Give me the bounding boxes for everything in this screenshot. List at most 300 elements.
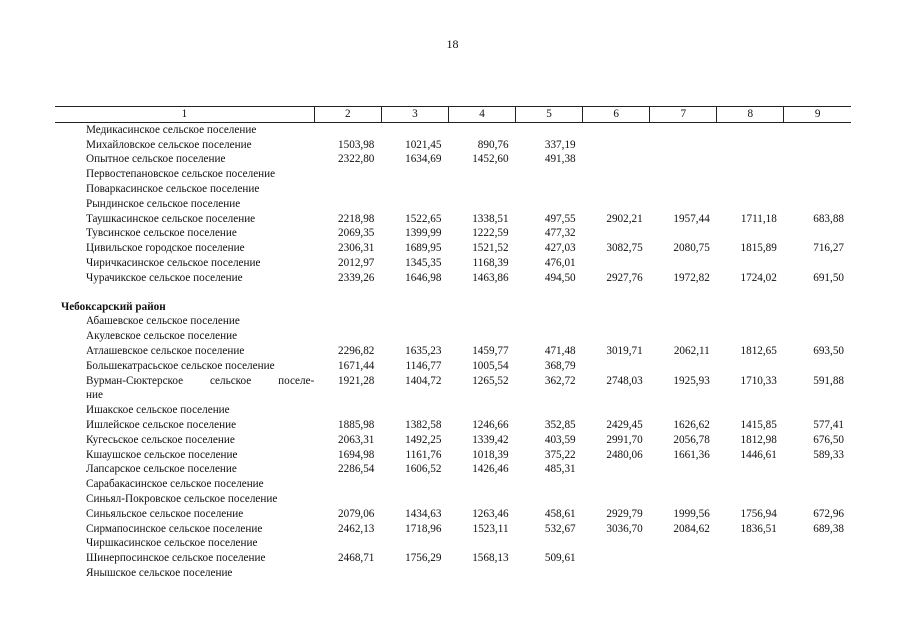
value-cell [516, 566, 583, 581]
header-cell: 6 [583, 107, 650, 123]
value-cell: 683,88 [813, 212, 844, 225]
settlement-name: Рындинское сельское поселение [86, 197, 241, 210]
value-cell: 476,01 [544, 256, 576, 269]
value-cell [717, 329, 784, 344]
value-cell [717, 138, 784, 153]
value-cell [650, 477, 717, 492]
settlement-name: Синьял-Покровское сельское поселение [86, 492, 278, 505]
value-cell [448, 122, 515, 137]
table-row [55, 344, 851, 359]
value-cell [583, 197, 650, 212]
value-cell: 1523,11 [472, 522, 509, 535]
value-cell [314, 329, 381, 344]
value-cell: 2080,75 [673, 242, 710, 255]
table-row [55, 462, 851, 477]
value-cell: 497,55 [544, 212, 576, 225]
value-cell [381, 492, 448, 507]
value-cell: 2306,31 [338, 242, 375, 255]
value-cell: 1925,93 [673, 374, 710, 387]
header-cell: 7 [650, 107, 717, 123]
value-cell: 2056,78 [673, 433, 710, 446]
settlement-name: Атлашевское сельское поселение [86, 344, 245, 357]
value-cell: 2322,80 [338, 153, 375, 166]
value-cell: 1463,86 [472, 271, 509, 284]
value-cell: 3019,71 [606, 344, 643, 357]
value-cell: 1671,44 [338, 359, 375, 372]
value-cell [650, 182, 717, 197]
page-number: 18 [446, 37, 459, 51]
value-cell [650, 138, 717, 153]
header-cell: 9 [784, 107, 851, 123]
table-row [55, 566, 851, 581]
value-cell [516, 403, 583, 418]
value-cell [583, 256, 650, 271]
settlement-name: Цивильское городское поселение [86, 242, 245, 255]
value-cell [583, 462, 650, 477]
value-cell: 1265,52 [472, 374, 509, 387]
header-row [55, 107, 851, 123]
table-row [55, 418, 851, 433]
value-cell [650, 462, 717, 477]
value-cell [650, 226, 717, 241]
table-row [55, 507, 851, 522]
value-cell [448, 536, 515, 551]
value-cell [784, 122, 851, 137]
value-cell [650, 536, 717, 551]
settlement-name: Ишакское сельское поселение [86, 404, 230, 417]
settlement-name: Первостепановское сельское поселение [86, 168, 276, 181]
settlements-group-2b [55, 403, 851, 581]
value-cell [784, 551, 851, 566]
value-cell [784, 329, 851, 344]
value-cell: 1161,76 [405, 448, 442, 461]
value-cell [516, 536, 583, 551]
table-row [55, 122, 851, 137]
value-cell [717, 536, 784, 551]
table-row [55, 329, 851, 344]
table-row [55, 477, 851, 492]
table-row [55, 536, 851, 551]
value-cell [314, 314, 381, 329]
value-cell: 1146,77 [405, 359, 442, 372]
value-cell [583, 314, 650, 329]
value-cell: 532,67 [544, 522, 576, 535]
value-cell: 1756,29 [405, 552, 442, 565]
value-cell [717, 122, 784, 137]
value-cell [381, 329, 448, 344]
value-cell: 2012,97 [338, 256, 375, 269]
header-cell: 3 [381, 107, 448, 123]
value-cell [381, 314, 448, 329]
value-cell: 2339,26 [338, 271, 375, 284]
settlement-name: Янышское сельское поселение [86, 566, 233, 579]
value-cell: 1661,36 [673, 448, 710, 461]
table-row [55, 359, 851, 374]
value-cell: 1718,96 [405, 522, 442, 535]
table-row [55, 403, 851, 418]
value-cell [784, 536, 851, 551]
settlement-name: Медикасинское сельское поселение [86, 123, 257, 136]
settlement-name: Абашевское сельское поселение [86, 315, 240, 328]
value-cell: 1426,46 [472, 463, 509, 476]
value-cell [784, 314, 851, 329]
value-cell: 1446,61 [740, 448, 777, 461]
value-cell [784, 462, 851, 477]
value-cell: 1263,46 [472, 507, 509, 520]
value-cell: 1634,69 [405, 153, 442, 166]
value-cell [717, 551, 784, 566]
value-cell [516, 492, 583, 507]
value-cell: 477,32 [544, 227, 576, 240]
value-cell [650, 167, 717, 182]
value-cell [650, 314, 717, 329]
table-row [55, 551, 851, 566]
value-cell: 1382,58 [405, 418, 442, 431]
value-cell [583, 536, 650, 551]
value-cell: 716,27 [813, 242, 844, 255]
value-cell [516, 122, 583, 137]
value-cell [784, 226, 851, 241]
settlements-group-1 [55, 122, 851, 285]
settlement-name: Ишлейское сельское поселение [86, 418, 237, 431]
value-cell: 337,19 [544, 138, 576, 151]
district-section [55, 286, 851, 315]
value-cell: 1999,56 [673, 507, 710, 520]
value-cell: 2084,62 [673, 522, 710, 535]
value-cell: 890,76 [477, 138, 509, 151]
table-row [55, 241, 851, 256]
settlement-name: Кшаушское сельское поселение [86, 448, 238, 461]
value-cell [784, 477, 851, 492]
header-cell: 4 [448, 107, 515, 123]
value-cell [381, 122, 448, 137]
header-cell: 8 [717, 107, 784, 123]
value-cell [717, 477, 784, 492]
wrapped-row-section [55, 374, 851, 404]
value-cell [381, 536, 448, 551]
value-cell: 689,38 [813, 522, 844, 535]
value-cell: 1246,66 [472, 418, 509, 431]
value-cell [784, 138, 851, 153]
settlement-name: Таушкасинское сельское поселение [86, 212, 256, 225]
value-cell [516, 182, 583, 197]
value-cell [717, 167, 784, 182]
value-cell: 1415,85 [740, 418, 777, 431]
value-cell [717, 197, 784, 212]
value-cell: 1338,51 [472, 212, 509, 225]
value-cell [583, 152, 650, 167]
value-cell [448, 403, 515, 418]
value-cell [583, 359, 650, 374]
value-cell [448, 197, 515, 212]
value-cell: 509,61 [544, 552, 576, 565]
value-cell: 2069,35 [338, 227, 375, 240]
value-cell [583, 566, 650, 581]
value-cell [650, 551, 717, 566]
value-cell [583, 226, 650, 241]
value-cell [650, 122, 717, 137]
value-cell: 672,96 [813, 507, 844, 520]
value-cell: 2991,70 [606, 433, 643, 446]
value-cell [717, 314, 784, 329]
settlement-name: Вурман-Сюктерское сельское поселе- [86, 374, 315, 387]
value-cell: 2429,45 [606, 418, 643, 431]
value-cell [583, 477, 650, 492]
value-cell [650, 152, 717, 167]
value-cell [650, 329, 717, 344]
value-cell: 494,50 [544, 271, 576, 284]
value-cell [784, 566, 851, 581]
value-cell: 1222,59 [472, 227, 509, 240]
value-cell: 2468,71 [338, 552, 375, 565]
value-cell: 1635,23 [405, 344, 442, 357]
value-cell: 458,61 [544, 507, 576, 520]
value-cell: 471,48 [544, 344, 576, 357]
value-cell [381, 403, 448, 418]
table-row [55, 522, 851, 537]
value-cell: 1522,65 [405, 212, 442, 225]
value-cell: 1689,95 [405, 242, 442, 255]
value-cell [381, 477, 448, 492]
value-cell: 1724,02 [740, 271, 777, 284]
table-row [55, 433, 851, 448]
settlement-name: Акулевское сельское поселение [86, 330, 238, 343]
table-row [55, 138, 851, 153]
value-cell: 1568,13 [472, 552, 509, 565]
table-row [55, 182, 851, 197]
value-cell: 2480,06 [606, 448, 643, 461]
settlement-name: Чурачикское сельское поселение [86, 271, 243, 284]
value-cell: 2929,79 [606, 507, 643, 520]
value-cell: 1756,94 [740, 507, 777, 520]
value-cell: 691,50 [813, 271, 844, 284]
table-row [55, 492, 851, 507]
value-cell [784, 197, 851, 212]
value-cell [784, 359, 851, 374]
value-cell: 1957,44 [673, 212, 710, 225]
value-cell: 1399,99 [405, 227, 442, 240]
value-cell [314, 477, 381, 492]
table-row-continuation [55, 388, 851, 403]
table-row [55, 167, 851, 182]
value-cell: 1812,65 [740, 344, 777, 357]
value-cell [448, 314, 515, 329]
value-cell: 1694,98 [338, 448, 375, 461]
value-cell [650, 256, 717, 271]
value-cell [717, 462, 784, 477]
value-cell: 485,31 [544, 463, 576, 476]
value-cell [717, 182, 784, 197]
value-cell [784, 167, 851, 182]
value-cell [381, 566, 448, 581]
value-cell: 2286,54 [338, 463, 375, 476]
value-cell: 2062,11 [673, 344, 710, 357]
value-cell: 2748,03 [606, 374, 643, 387]
settlement-name: Чиршкасинское сельское поселение [86, 537, 258, 550]
value-cell: 1345,35 [405, 256, 442, 269]
value-cell: 352,85 [544, 418, 576, 431]
value-cell [784, 256, 851, 271]
value-cell: 1711,18 [740, 212, 777, 225]
table-row [55, 212, 851, 227]
settlement-name: Чиричкасинское сельское поселение [86, 256, 261, 269]
value-cell: 1812,98 [740, 433, 777, 446]
value-cell [516, 167, 583, 182]
spacer-row [55, 286, 851, 300]
value-cell: 1492,25 [405, 433, 442, 446]
settlement-name: Поваркасинское сельское поселение [86, 182, 260, 195]
value-cell: 1646,98 [405, 271, 442, 284]
value-cell: 2462,13 [338, 522, 375, 535]
table-row [55, 226, 851, 241]
value-cell [448, 566, 515, 581]
value-cell: 3036,70 [606, 522, 643, 535]
value-cell [314, 492, 381, 507]
district-row [55, 300, 851, 315]
value-cell: 1452,60 [472, 153, 509, 166]
value-cell [784, 403, 851, 418]
value-cell [381, 197, 448, 212]
district-name: Чебоксарский район [61, 300, 166, 313]
value-cell [717, 256, 784, 271]
value-cell [516, 329, 583, 344]
value-cell [314, 167, 381, 182]
header-cell: 5 [516, 107, 583, 123]
settlement-name-continuation: ние [86, 389, 103, 402]
value-cell [784, 182, 851, 197]
table-row [55, 256, 851, 271]
value-cell: 589,33 [813, 448, 844, 461]
value-cell [583, 551, 650, 566]
header-cell: 2 [314, 107, 381, 123]
value-cell: 1404,72 [405, 374, 442, 387]
value-cell: 1885,98 [338, 418, 375, 431]
value-cell [583, 167, 650, 182]
value-cell: 1710,33 [740, 374, 777, 387]
value-cell [381, 167, 448, 182]
value-cell [717, 359, 784, 374]
value-cell [583, 182, 650, 197]
value-cell: 2927,76 [606, 271, 643, 284]
value-cell: 1005,54 [472, 359, 509, 372]
value-cell [448, 182, 515, 197]
value-cell: 2063,31 [338, 433, 375, 446]
settlement-name: Лапсарское сельское поселение [86, 463, 237, 476]
value-cell [650, 403, 717, 418]
value-cell: 1626,62 [673, 418, 710, 431]
value-cell [381, 182, 448, 197]
value-cell [314, 566, 381, 581]
value-cell: 1459,77 [472, 344, 509, 357]
value-cell: 1972,82 [673, 271, 710, 284]
value-cell [717, 403, 784, 418]
settlement-name: Тувсинское сельское поселение [86, 227, 237, 240]
value-cell: 1021,45 [405, 138, 442, 151]
value-cell: 1168,39 [472, 256, 509, 269]
settlement-name: Большекатрасьское сельское поселение [86, 359, 275, 372]
table-row [55, 314, 851, 329]
value-cell [448, 167, 515, 182]
value-cell: 1836,51 [740, 522, 777, 535]
settlement-name: Сирмапосинское сельское поселение [86, 522, 263, 535]
value-cell: 2296,82 [338, 344, 375, 357]
settlement-name: Синьяльское сельское поселение [86, 507, 244, 520]
header-cell: 1 [55, 107, 314, 123]
value-cell: 1339,42 [472, 433, 509, 446]
value-cell: 368,79 [544, 359, 576, 372]
value-cell: 591,88 [813, 374, 844, 387]
value-cell [650, 566, 717, 581]
value-cell: 427,03 [544, 242, 576, 255]
value-cell [314, 536, 381, 551]
table-row [55, 448, 851, 463]
value-cell: 693,50 [813, 344, 844, 357]
value-cell [314, 182, 381, 197]
value-cell [583, 329, 650, 344]
value-cell: 1018,39 [472, 448, 509, 461]
table-row [55, 374, 851, 389]
value-cell [448, 477, 515, 492]
value-cell: 1503,98 [338, 138, 375, 151]
value-cell: 1815,89 [740, 242, 777, 255]
value-cell: 403,59 [544, 433, 576, 446]
table-row [55, 271, 851, 286]
value-cell [448, 492, 515, 507]
value-cell [650, 359, 717, 374]
value-cell [583, 138, 650, 153]
data-table [55, 106, 851, 581]
value-cell [717, 566, 784, 581]
value-cell: 362,72 [544, 374, 576, 387]
value-cell: 3082,75 [606, 242, 643, 255]
value-cell: 1521,52 [472, 242, 509, 255]
value-cell [717, 492, 784, 507]
value-cell [583, 122, 650, 137]
value-cell: 2079,06 [338, 507, 375, 520]
value-cell [784, 492, 851, 507]
value-cell [314, 197, 381, 212]
value-cell: 491,38 [544, 153, 576, 166]
value-cell [717, 152, 784, 167]
value-cell [314, 403, 381, 418]
value-cell: 1606,52 [405, 463, 442, 476]
value-cell [650, 492, 717, 507]
value-cell [516, 197, 583, 212]
settlement-name: Сарабакасинское сельское поселение [86, 478, 264, 491]
table-row [55, 152, 851, 167]
settlement-name: Шинерпосинское сельское поселение [86, 552, 266, 565]
value-cell [516, 477, 583, 492]
value-cell: 1921,28 [338, 374, 375, 387]
value-cell: 2218,98 [338, 212, 375, 225]
value-cell [583, 403, 650, 418]
value-cell: 676,50 [813, 433, 844, 446]
value-cell [314, 122, 381, 137]
value-cell: 375,22 [544, 448, 576, 461]
value-cell [516, 314, 583, 329]
settlements-group-2a [55, 314, 851, 373]
value-cell: 1434,63 [405, 507, 442, 520]
value-cell [784, 152, 851, 167]
value-cell [717, 226, 784, 241]
value-cell [583, 492, 650, 507]
settlement-name: Кугесьское сельское поселение [86, 433, 235, 446]
value-cell: 2902,21 [606, 212, 643, 225]
settlement-name: Михайловское сельское поселение [86, 138, 252, 151]
value-cell [650, 197, 717, 212]
value-cell: 577,41 [813, 418, 844, 431]
table-row [55, 197, 851, 212]
